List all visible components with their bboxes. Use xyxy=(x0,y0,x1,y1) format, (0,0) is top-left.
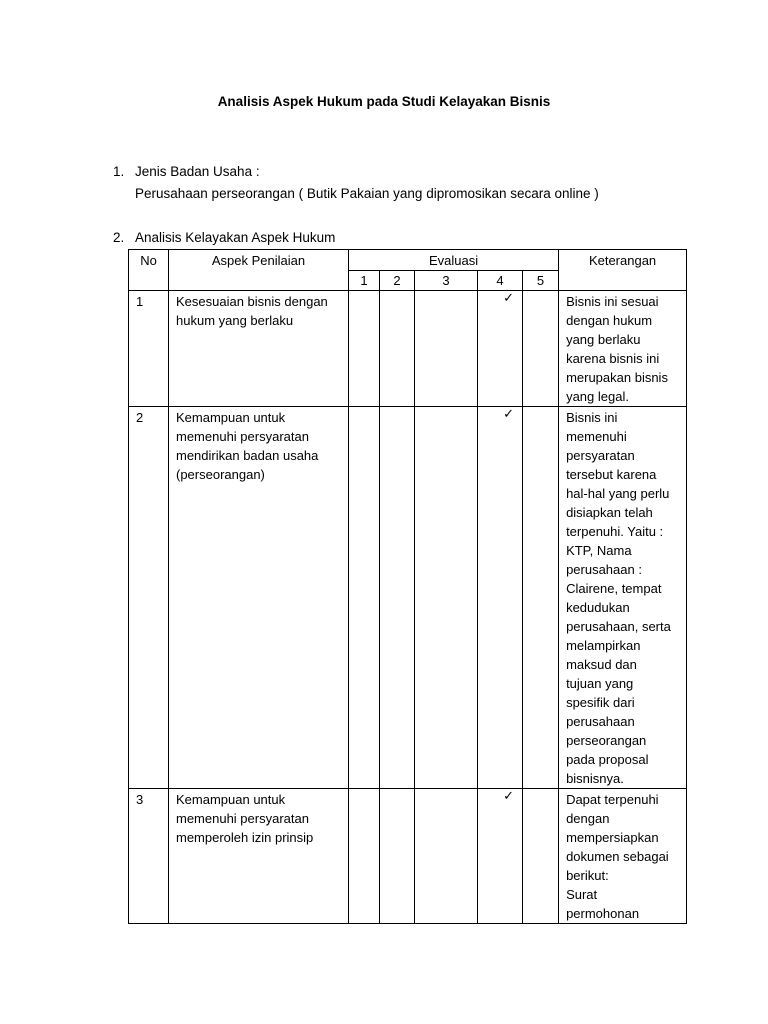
score-cell xyxy=(523,407,559,789)
score-cell xyxy=(415,407,478,789)
score-cell xyxy=(523,789,559,924)
header-score-5: 5 xyxy=(523,271,559,291)
row-number: 2 xyxy=(129,407,169,789)
row-number: 3 xyxy=(129,789,169,924)
header-aspek-penilaian: Aspek Penilaian xyxy=(169,250,349,291)
score-cell xyxy=(380,789,415,924)
score-cell xyxy=(415,789,478,924)
section-number: 1. xyxy=(113,164,125,179)
checkmark-icon: ✓ xyxy=(503,407,514,422)
score-cell xyxy=(349,789,380,924)
score-cell-checked xyxy=(478,407,523,789)
table-row xyxy=(129,789,687,924)
header-no: No xyxy=(129,250,169,291)
row-aspek: Kemampuan untuk memenuhi persyaratan mendirikan badan usaha (perseorangan) xyxy=(169,407,349,789)
score-cell-checked xyxy=(478,789,523,924)
table-row xyxy=(129,291,687,407)
checkmark-icon: ✓ xyxy=(503,291,514,306)
score-cell xyxy=(349,291,380,407)
section-value: Perusahaan perseorangan ( Butik Pakaian yang dipromosikan secara online ) xyxy=(135,186,599,201)
section-heading: Jenis Badan Usaha : xyxy=(135,164,260,179)
row-aspek: Kemampuan untuk memenuhi persyaratan memperoleh izin prinsip xyxy=(169,789,349,924)
score-cell xyxy=(523,291,559,407)
section-number: 2. xyxy=(113,230,125,245)
row-number: 1 xyxy=(129,291,169,407)
header-keterangan: Keterangan xyxy=(559,250,687,291)
header-score-2: 2 xyxy=(380,271,415,291)
row-keterangan: Bisnis ini sesuai dengan hukum yang berlaku karena bisnis ini merupakan bisnis yang legal. xyxy=(559,291,687,407)
header-evaluasi: Evaluasi xyxy=(349,250,559,271)
score-cell xyxy=(380,291,415,407)
header-score-3: 3 xyxy=(415,271,478,291)
table-row xyxy=(129,407,687,789)
section-heading: Analisis Kelayakan Aspek Hukum xyxy=(135,230,336,245)
header-score-1: 1 xyxy=(349,271,380,291)
score-cell xyxy=(415,291,478,407)
score-cell xyxy=(349,407,380,789)
row-keterangan: Dapat terpenuhi dengan mempersiapkan dokumen sebagai berikut: Surat permohonan xyxy=(559,789,687,924)
score-cell-checked xyxy=(478,291,523,407)
document-title: Analisis Aspek Hukum pada Studi Kelayakan Bisnis xyxy=(217,94,551,109)
row-keterangan: Bisnis ini memenuhi persyaratan tersebut karena hal-hal yang perlu disiapkan telah terpenuhi. Yaitu : KTP, Nama perusahaan : Clairene, tempat kedudukan perusahaan, serta melampirkan maksud dan tujuan yang spesifik dari perusahaan perseorangan pada proposal bisnisnya. xyxy=(559,407,687,789)
checkmark-icon: ✓ xyxy=(503,789,514,804)
evaluation-table xyxy=(128,249,687,924)
score-cell xyxy=(380,407,415,789)
row-aspek: Kesesuaian bisnis dengan hukum yang berlaku xyxy=(169,291,349,407)
header-score-4: 4 xyxy=(478,271,523,291)
